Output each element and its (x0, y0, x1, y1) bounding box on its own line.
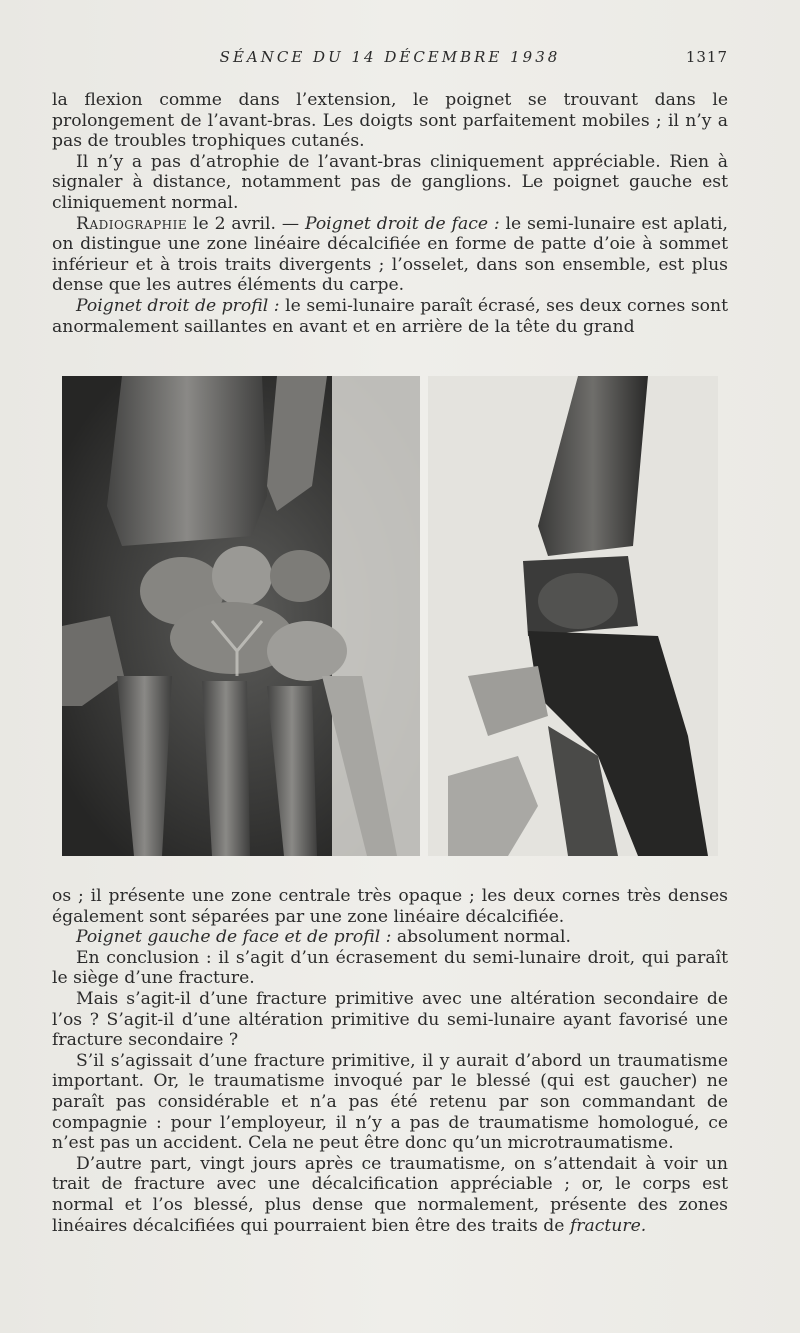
radiograph-figures (62, 376, 718, 856)
page-number: 1317 (685, 48, 728, 66)
paragraph: Mais s’agit-il d’une fracture primitive avec une altération secondaire de l’os ? S’agit-il d’une altération primitive du semi-lunaire ayant favorisé une fracture secondaire ? (52, 988, 728, 1051)
italic-heading: Poignet droit de face : (304, 213, 500, 234)
paragraph: la flexion comme dans l’extension, le poignet se trouvant dans le prolongement de l’avant-bras. Les doigts sont parfaitement mobiles ; il n’y a pas de troubles trophiques cutanés. (52, 90, 728, 152)
italic-heading: Poignet gauche de face et de profil : (76, 927, 392, 948)
paragraph: os ; il présente une zone centrale très opaque ; les deux cornes très denses également sont séparées par une zone linéaire décalcifiée. (52, 886, 728, 927)
paragraph: D’autre part, vingt jours après ce traumatisme, on s’attendait à voir un trait de fracture avec une décalcification appréciable ; or, le corps est normal et l’os blessé, plus dense que normalement, présente des zones linéaires décalcifiées qui pourraient bien être des traits de fracture. (52, 1153, 728, 1236)
running-head-title: SÉANCE DU 14 DÉCEMBRE 1938 (219, 48, 561, 66)
paragraph: S’il s’agissait d’une fracture primitive, il y aurait d’abord un traumatisme important. Or, le traumatisme invoqué par le blessé (qui est gaucher) ne paraît pas considérable et n’a pas été retenu par son commandant de compagnie : pour l’employeur, il n’y a pas de traumatisme homologué, ce n’est pas un accident. Cela ne peut être donc qu’un microtraumatisme. (52, 1050, 728, 1154)
xray-front-view (62, 376, 420, 856)
running-head (52, 48, 728, 70)
text-block-top (52, 90, 728, 337)
paragraph: Il n’y a pas d’atrophie de l’avant-bras cliniquement appréciable. Rien à signaler à distance, notamment pas de ganglions. Le poignet gauche est cliniquement normal. (52, 151, 728, 213)
paragraph: En conclusion : il s’agit d’un écrasement du semi-lunaire droit, qui paraît le siège d’une fracture. (52, 947, 728, 989)
text-block-bottom (52, 886, 728, 1236)
italic-heading: Poignet droit de profil : (76, 295, 280, 316)
paragraph-profil: Poignet droit de profil : le semi-lunaire paraît écrasé, ses deux cornes sont anormalement saillantes en avant et en arrière de la tête du grand (52, 295, 728, 337)
section-lead: Radiographie (76, 213, 188, 234)
paragraph-radiographie: Radiographie le 2 avril. — Poignet droit de face : le semi-lunaire est aplati, on distingue une zone linéaire décalcifiée en forme de patte d’oie à sommet inférieur et à trois traits divergents ; l’osselet, dans son ensemble, est plus dense que les autres éléments du carpe. (52, 213, 728, 296)
paragraph-gauche: Poignet gauche de face et de profil : absolument normal. (76, 927, 571, 948)
xray-profile-view (428, 376, 718, 856)
wrist-front-xray-image (62, 376, 420, 856)
wrist-profile-xray-image (428, 376, 718, 856)
